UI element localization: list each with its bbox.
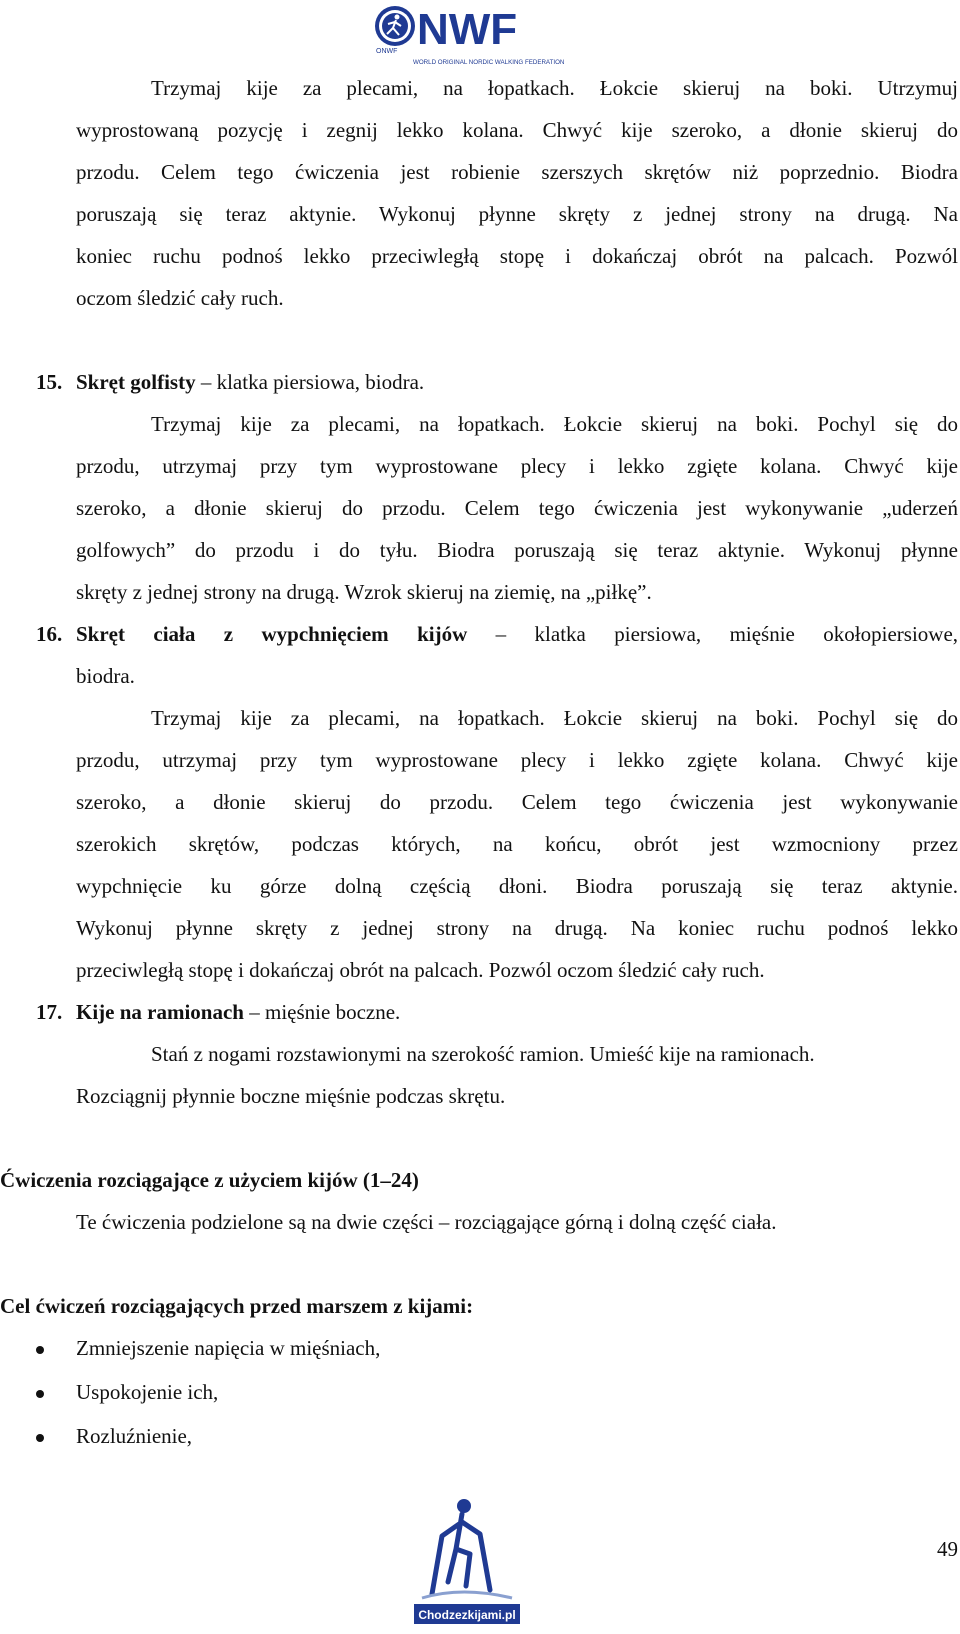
exercise-subtitle: – klatka piersiowa, biodra.	[195, 370, 425, 394]
intro-line: wyprostowaną pozycję i zegnij lekko kolana. Chwyć kije szeroko, a dłonie skieruj do	[76, 118, 958, 142]
exercise-number: 16.	[36, 622, 63, 646]
intro-line: koniec ruchu podnoś lekko przeciwległą stopę i dokańczaj obrót na palcach. Pozwól	[76, 244, 958, 268]
exercise-line: Trzymaj kije za plecami, na łopatkach. Łokcie skieruj na boki. Pochyl się do	[151, 412, 958, 436]
exercise-line: Wykonuj płynne skręty z jednej strony na drugą. Na koniec ruchu podnoś lekko	[76, 916, 958, 940]
nwf-logo	[373, 2, 565, 68]
bullet-dot	[36, 1346, 44, 1354]
exercise-line: wypchnięcie ku górze dolną częścią dłoni. Biodra poruszają się teraz aktynie.	[76, 874, 958, 898]
bullet-item: Uspokojenie ich,	[76, 1380, 219, 1404]
exercise-line: przodu, utrzymaj przy tym wyprostowane plecy i lekko zgięte kolana. Chwyć kije	[76, 748, 958, 772]
section-heading: Ćwiczenia rozciągające z użyciem kijów (1–24)	[0, 1168, 419, 1192]
intro-line: Trzymaj kije za plecami, na łopatkach. Łokcie skieruj na boki. Utrzymuj	[151, 76, 958, 100]
exercise-line: przodu, utrzymaj przy tym wyprostowane plecy i lekko zgięte kolana. Chwyć kije	[76, 454, 958, 478]
intro-line: poruszają się teraz aktynie. Wykonuj płynne skręty z jednej strony na drugą. Na	[76, 202, 958, 226]
exercise-line: Stań z nogami rozstawionymi na szerokość ramion. Umieść kije na ramionach.	[151, 1042, 815, 1066]
exercise-subtitle-cont: biodra.	[76, 664, 135, 688]
exercise-number: 15.	[36, 370, 63, 394]
bullet-item: Rozluźnienie,	[76, 1424, 193, 1448]
section-heading: Cel ćwiczeń rozciągających przed marszem z kijami:	[0, 1294, 474, 1318]
exercise-title: Skręt golfisty	[76, 370, 196, 394]
nwf-logo-emblem: ONWF	[376, 48, 398, 55]
exercise-title: Kije na ramionach	[76, 1000, 244, 1024]
nwf-logo-graphic	[373, 2, 565, 68]
exercise-title: Skręt ciała z wypchnięciem kijów	[76, 622, 468, 646]
chodzezkijami-text: Chodzezkijami.pl	[418, 1608, 516, 1622]
chodzezkijami-logo	[412, 1494, 522, 1628]
exercise-subtitle: – klatka piersiowa, mięśnie okołopiersiowe,	[467, 622, 959, 646]
page-number: 49	[937, 1537, 958, 1561]
exercise-line: Rozciągnij płynnie boczne mięśnie podczas skrętu.	[76, 1084, 506, 1108]
intro-line: przodu. Celem tego ćwiczenia jest robienie szerszych skrętów niż poprzednio. Biodra	[76, 160, 958, 184]
exercise-line: skręty z jednej strony na drugą. Wzrok skieruj na ziemię, na „piłkę”.	[76, 580, 652, 604]
exercise-subtitle: – mięśnie boczne.	[244, 1000, 401, 1024]
section-text: Te ćwiczenia podzielone są na dwie części – rozciągające górną i dolną część ciała.	[76, 1210, 777, 1234]
exercise-line: szeroko, a dłonie skieruj do przodu. Celem tego ćwiczenia jest wykonywanie „uderzeń	[76, 496, 958, 520]
exercise-heading	[76, 620, 958, 648]
exercise-line: szeroko, a dłonie skieruj do przodu. Celem tego ćwiczenia jest wykonywanie	[76, 790, 958, 814]
nwf-logo-brand: NWF	[417, 5, 518, 54]
exercise-line: Trzymaj kije za plecami, na łopatkach. Łokcie skieruj na boki. Pochyl się do	[151, 706, 958, 730]
exercise-heading	[76, 368, 958, 396]
intro-line: oczom śledzić cały ruch.	[76, 286, 284, 310]
walker-icon	[412, 1494, 522, 1628]
exercise-line: przeciwległą stopę i dokańczaj obrót na palcach. Pozwól oczom śledzić cały ruch.	[76, 958, 765, 982]
exercise-line: golfowych” do przodu i do tyłu. Biodra poruszają się teraz aktynie. Wykonuj płynne	[76, 538, 958, 562]
exercise-heading	[76, 998, 958, 1026]
nwf-logo-sub: WORLD ORIGINAL NORDIC WALKING FEDERATION	[413, 59, 565, 66]
exercise-number: 17.	[36, 1000, 63, 1024]
bullet-dot	[36, 1434, 44, 1442]
bullet-dot	[36, 1390, 44, 1398]
bullet-item: Zmniejszenie napięcia w mięśniach,	[76, 1336, 381, 1360]
exercise-line: szerokich skrętów, podczas których, na końcu, obrót jest wzmocniony przez	[76, 832, 958, 856]
